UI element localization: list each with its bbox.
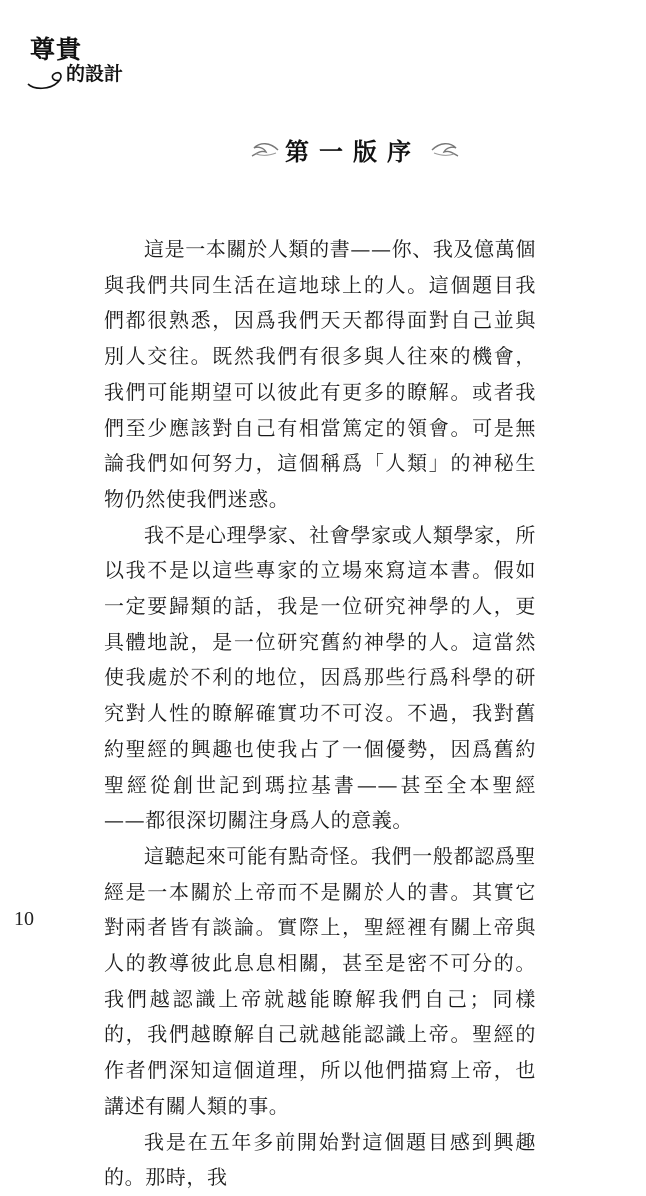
paragraph: 我是在五年多前開始對這個題目感到興趣的。那時，我 (104, 1129, 536, 1190)
book-title-line2: 的設計 (66, 63, 124, 85)
running-header (24, 30, 164, 90)
paragraph: 這聽起來可能有點奇怪。我們一般都認爲聖經是一本關於上帝而不是關於人的書。其實它對兩者皆有談論。實際上，聖經裡有關上帝與人的教導彼此息息相關，甚至是密不可分的。我們越認識上帝就越能瞭解我們自己；同樣的，我們越瞭解自己就越能認識上帝。聖經的作者們深知這個道理，所以他們描寫上帝，也講述有關人類的事。 (104, 843, 536, 1118)
right-flourish-icon (430, 140, 460, 160)
chapter-title: 第一版序 (285, 138, 421, 166)
chapter-heading (250, 132, 460, 166)
book-title-line1: 尊貴 (30, 35, 83, 64)
paragraph: 這是一本關於人類的書——你、我及億萬個與我們共同生活在這地球上的人。這個題目我們都很熟悉，因爲我們天天都得面對自己並與別人交往。既然我們有很多與人往來的機會，我們可能期望可以彼此有更多的瞭解。或者我們至少應該對自己有相當篤定的領會。可是無論我們如何努力，這個稱爲「人類」的神秘生物仍然使我們迷惑。 (104, 237, 536, 511)
page-number: 10 (14, 908, 34, 930)
left-flourish-icon (250, 140, 280, 160)
paragraph: 我不是心理學家、社會學家或人類學家，所以我不是以這些專家的立場來寫這本書。假如一定要歸類的話，我是一位研究神學的人，更具體地說，是一位研究舊約神學的人。這當然使我處於不利的地位，因爲那些行爲科學的研究對人性的瞭解確實功不可沒。不過，我對舊約聖經的興趣也使我占了一個優勢，因爲舊約聖經從創世記到瑪拉基書——甚至全本聖經——都很深切關注身爲人的意義。 (104, 522, 536, 833)
preface-body (104, 232, 536, 1196)
